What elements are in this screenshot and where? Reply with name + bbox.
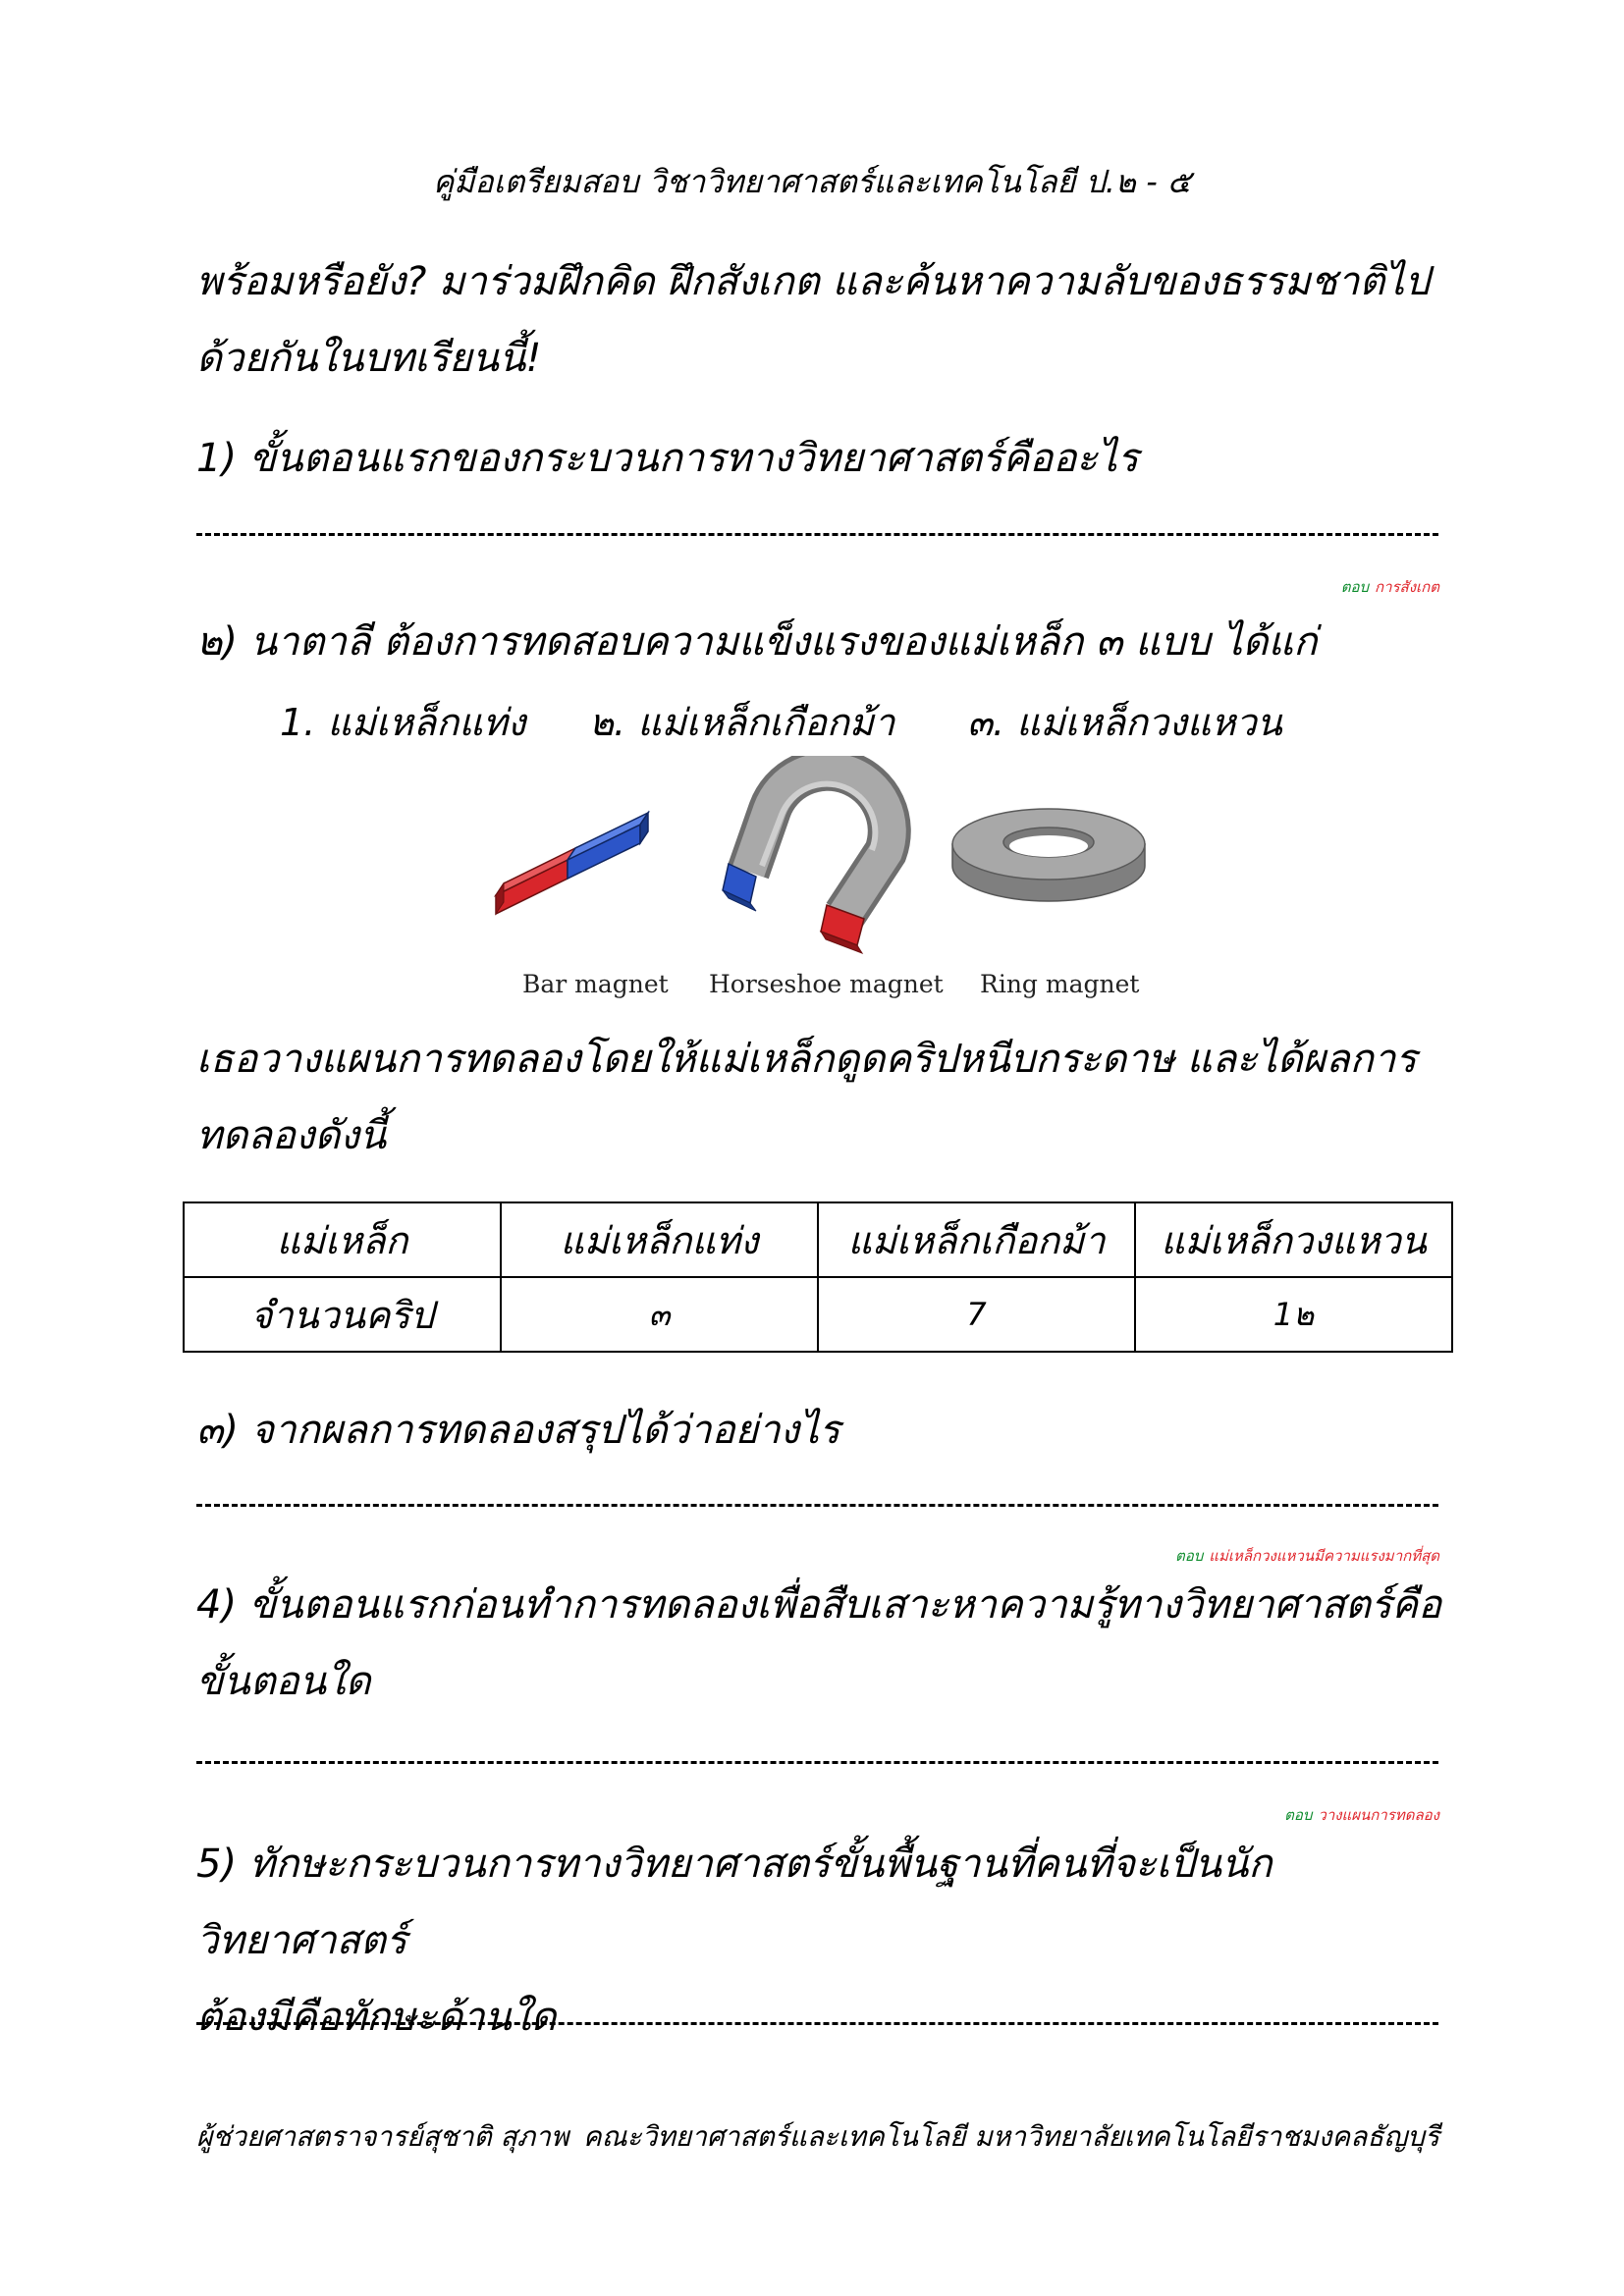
answer-text: วางแผนการทดลอง bbox=[1318, 1806, 1439, 1824]
caption-horseshoe-magnet: Horseshoe magnet bbox=[709, 970, 944, 998]
table-cell: จำนวนคริป bbox=[184, 1277, 501, 1352]
question-4-line-2: ขั้นตอนใด bbox=[196, 1659, 371, 1704]
answer-text: แม่เหล็กวงแหวนมีความแรงมากที่สุด bbox=[1209, 1547, 1439, 1565]
table-header-row bbox=[184, 1202, 1452, 1277]
question-2: ๒) นาตาลี ต้องการทดสอบความแข็งแรงของแม่เหล็ก ๓ แบบ ได้แก่ bbox=[196, 619, 1318, 665]
question-5-line-2: ต้องมีคือทักษะด้านใด bbox=[196, 1995, 557, 2040]
caption-bar-magnet: Bar magnet bbox=[522, 970, 669, 998]
answer-line-4 bbox=[196, 1761, 1438, 1764]
experiment-line-2: ทดลองดังนี้ bbox=[196, 1113, 387, 1158]
table-header-cell: แม่เหล็กแท่ง bbox=[501, 1202, 818, 1277]
table-header-cell: แม่เหล็ก bbox=[184, 1202, 501, 1277]
footer-author: ผู้ช่วยศาสตราจารย์สุชาติ สุภาพ bbox=[196, 2120, 569, 2153]
option-horseshoe-magnet: ๒. แม่เหล็กเกือกม้า bbox=[589, 701, 895, 744]
results-table bbox=[183, 1201, 1453, 1353]
question-4-line-1: 4) ขั้นตอนแรกก่อนทำการทดลองเพื่อสืบเสาะหาความรู้ทางวิทยาศาสตร์คือ bbox=[196, 1582, 1442, 1628]
answer-label: ตอบ bbox=[1175, 1547, 1204, 1565]
table-row bbox=[184, 1277, 1452, 1352]
intro-paragraph bbox=[196, 243, 1453, 397]
answer-text: การสังเกต bbox=[1375, 578, 1439, 596]
intro-line-1: พร้อมหรือยัง? มาร่วมฝึกคิด ฝึกสังเกต และค้นหาความลับของธรรมชาติไป bbox=[196, 259, 1430, 304]
table-cell: 7 bbox=[818, 1277, 1135, 1352]
answer-key-4 bbox=[1284, 1803, 1439, 1827]
intro-line-2: ด้วยกันในบทเรียนนี้! bbox=[196, 336, 542, 381]
question-5 bbox=[196, 1826, 1453, 2056]
question-4 bbox=[196, 1567, 1453, 1720]
question-3: ๓) จากผลการทดลองสรุปได้ว่าอย่างไร bbox=[196, 1408, 840, 1453]
footer-affiliation: คณะวิทยาศาสตร์และเทคโนโลยี มหาวิทยาลัยเทคโนโลยีราชมงคลธัญบุรี bbox=[582, 2120, 1439, 2153]
caption-ring-magnet: Ring magnet bbox=[980, 970, 1140, 998]
answer-line-5 bbox=[196, 2022, 1438, 2025]
experiment-line-1: เธอวางแผนการทดลองโดยให้แม่เหล็กดูดคริปหนีบกระดาษ และได้ผลการ bbox=[196, 1037, 1417, 1082]
table-header-cell: แม่เหล็กวงแหวน bbox=[1135, 1202, 1452, 1277]
question-1: 1) ขั้นตอนแรกของกระบวนการทางวิทยาศาสตร์คืออะไร bbox=[196, 436, 1139, 481]
magnets-illustration bbox=[471, 756, 1178, 972]
answer-label: ตอบ bbox=[1340, 578, 1369, 596]
experiment-paragraph bbox=[196, 1021, 1453, 1174]
answer-key-1 bbox=[1341, 575, 1439, 599]
option-bar-magnet: 1. แม่เหล็กแท่ง bbox=[280, 701, 526, 744]
answer-key-3 bbox=[1175, 1544, 1439, 1568]
horseshoe-magnet-image bbox=[723, 770, 890, 953]
bar-magnet-image bbox=[496, 813, 648, 914]
answer-label: ตอบ bbox=[1284, 1806, 1313, 1824]
answer-line-1 bbox=[196, 533, 1438, 536]
question-5-line-1: 5) ทักษะกระบวนการทางวิทยาศาสตร์ขั้นพื้นฐานที่คนที่จะเป็นนักวิทยาศาสตร์ bbox=[196, 1842, 1272, 1963]
page-header: คู่มือเตรียมสอบ วิชาวิทยาศาสตร์และเทคโนโลยี ป.๒ - ๕ bbox=[432, 163, 1192, 200]
table-cell: ๓ bbox=[501, 1277, 818, 1352]
answer-line-3 bbox=[196, 1504, 1438, 1507]
table-cell: 1๒ bbox=[1135, 1277, 1452, 1352]
ring-magnet-image bbox=[952, 809, 1145, 901]
option-ring-magnet: ๓. แม่เหล็กวงแหวน bbox=[967, 701, 1282, 744]
table-header-cell: แม่เหล็กเกือกม้า bbox=[818, 1202, 1135, 1277]
